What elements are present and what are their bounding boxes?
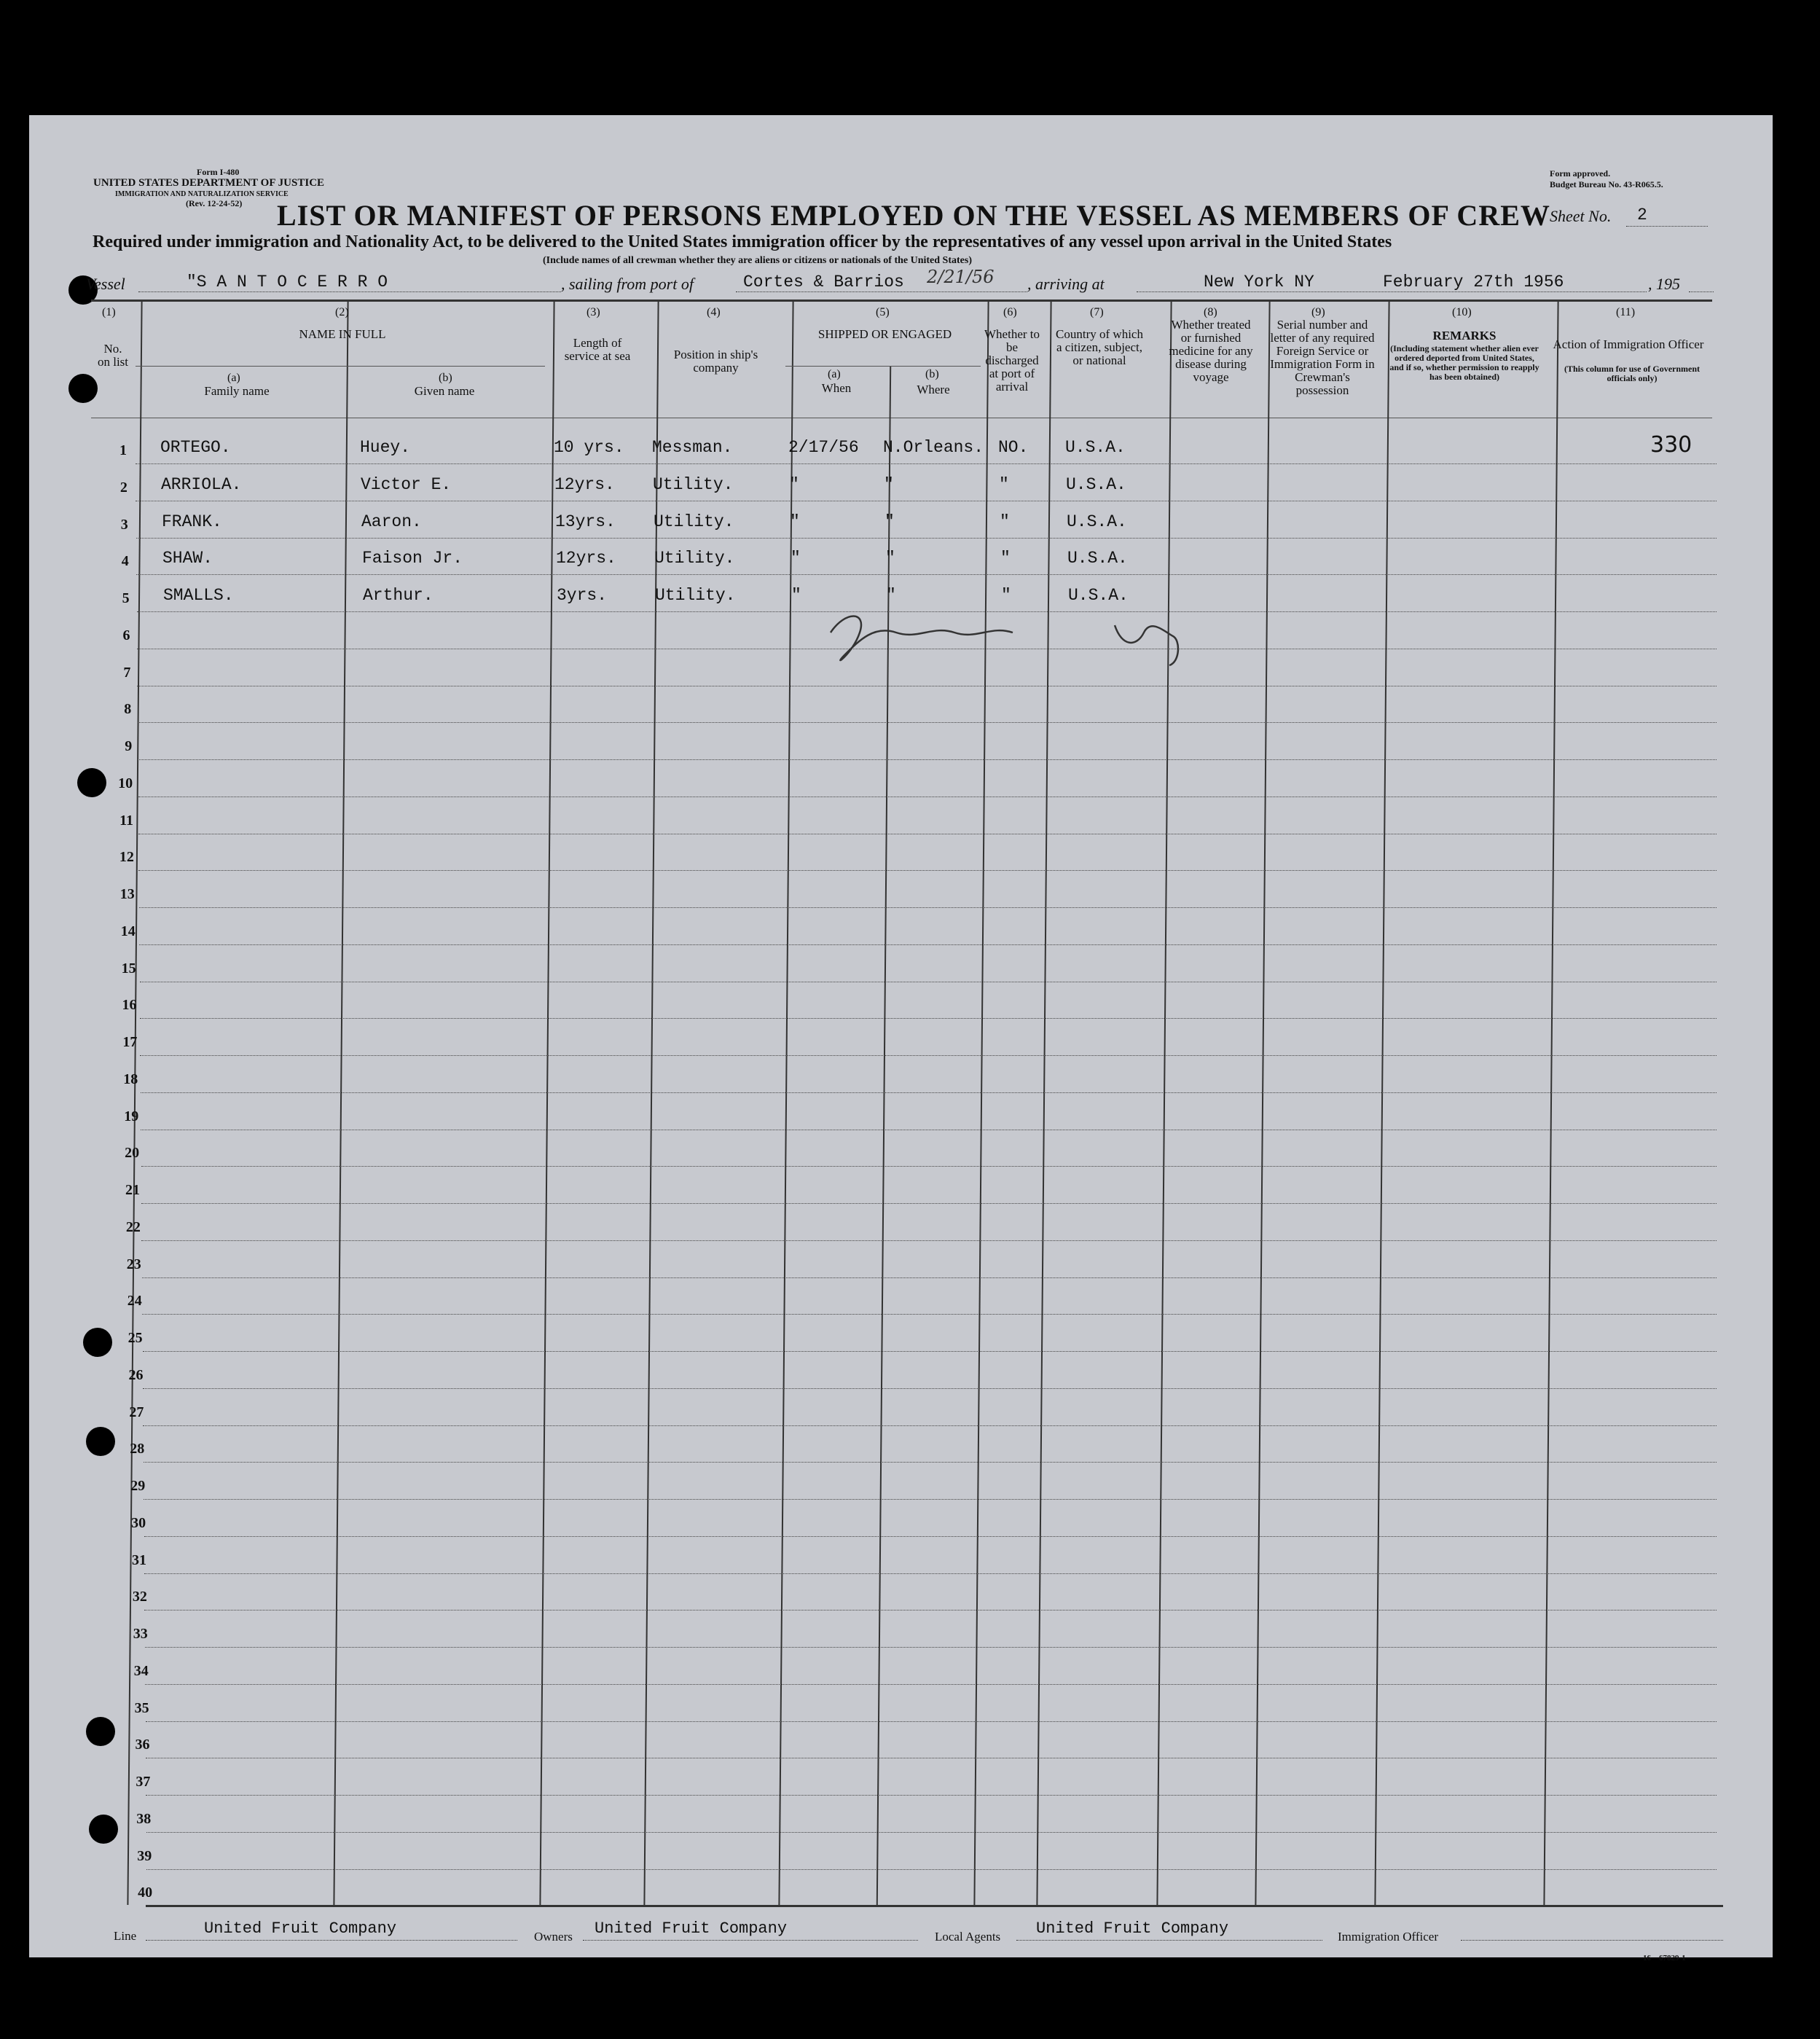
row-rule	[138, 833, 1717, 834]
row-number: 7	[123, 664, 131, 681]
cell-where: "	[884, 474, 894, 494]
row-number: 30	[131, 1514, 146, 1531]
row-rule	[146, 1721, 1717, 1722]
arriving-label: , arriving at	[1027, 275, 1105, 293]
handwritten-initials	[816, 603, 1195, 669]
name-subdivider	[136, 366, 545, 367]
agency-service: IMMIGRATION AND NATURALIZATION SERVICE	[115, 190, 289, 198]
punch-hole	[68, 374, 98, 403]
cell-where: N.Orleans.	[883, 438, 984, 457]
row-rule	[141, 1092, 1717, 1093]
row-rule	[145, 1683, 1717, 1685]
col1-number: (1)	[102, 306, 116, 318]
cell-discharge: NO.	[998, 438, 1029, 457]
row-number: 5	[122, 590, 130, 606]
col11-number: (11)	[1616, 306, 1636, 318]
row-number: 11	[119, 812, 133, 829]
row-number: 15	[121, 960, 136, 977]
cell-when: "	[789, 474, 799, 494]
row-number: 19	[124, 1108, 139, 1124]
budget-bureau: Budget Bureau No. 43-R065.5.	[1550, 179, 1663, 189]
col2a-label: Family name	[204, 384, 270, 398]
col8-number: (8)	[1204, 306, 1217, 318]
row-number: 18	[123, 1071, 138, 1087]
row-number: 27	[129, 1404, 144, 1420]
cell-position: Utility.	[654, 512, 734, 531]
agents-value: United Fruit Company	[1036, 1919, 1229, 1938]
cell-when: "	[790, 512, 800, 531]
row-rule	[136, 463, 1717, 464]
row-number: 4	[121, 553, 129, 570]
cell-given: Faison Jr.	[362, 549, 463, 568]
cell-country: U.S.A.	[1067, 549, 1128, 568]
cell-position: Utility.	[654, 549, 735, 568]
remarks-note: (Including statement whether alien ever ordered deported from United States, and if so, whether permission to reapply has been obtained)	[1389, 343, 1539, 382]
col1-label: No. on list	[97, 342, 129, 369]
row-rule	[144, 1573, 1717, 1574]
row-number: 23	[126, 1256, 141, 1272]
row-rule	[137, 685, 1717, 686]
arrival-underline	[1137, 291, 1647, 292]
row-number: 35	[134, 1699, 149, 1716]
cell-service: 10 yrs.	[554, 438, 624, 457]
col3-number: (3)	[587, 306, 600, 318]
cell-discharge: "	[1001, 586, 1011, 605]
cell-family: SMALLS.	[163, 586, 234, 605]
table-top-rule	[91, 300, 1712, 302]
cell-where: "	[884, 512, 895, 531]
col5a-number: (a)	[828, 368, 841, 380]
shipped-subdivider	[785, 366, 981, 367]
row-rule	[141, 1202, 1717, 1204]
row-number: 16	[122, 997, 137, 1014]
row-number: 25	[128, 1330, 143, 1346]
col5-label: SHIPPED OR ENGAGED	[817, 327, 952, 341]
row-number: 20	[125, 1145, 140, 1162]
cell-country: U.S.A.	[1066, 474, 1126, 494]
vessel-name: "S A N T O C E R R O	[187, 273, 388, 291]
row-number: 28	[130, 1441, 145, 1457]
row-number: 22	[125, 1218, 141, 1235]
row-number: 31	[132, 1551, 146, 1568]
col9-number: (9)	[1311, 306, 1325, 318]
col6-label: Whether to be discharged at port of arrival	[984, 327, 1040, 394]
col10-number: (10)	[1452, 306, 1472, 318]
col2a-number: (a)	[227, 372, 240, 384]
action-note: (This column for use of Government officials only)	[1564, 364, 1701, 383]
row-rule	[141, 1129, 1717, 1130]
departure-port: Cortes & Barrios	[743, 273, 904, 291]
vessel-label: Vessel	[86, 275, 125, 293]
col7-label: Country of which a citizen, subject, or national	[1056, 327, 1143, 367]
row-rule	[146, 1868, 1717, 1870]
row-rule	[136, 500, 1717, 501]
punch-hole	[86, 1717, 115, 1746]
cell-service: 12yrs.	[556, 549, 616, 568]
row-rule	[138, 721, 1717, 723]
cell-family: FRANK.	[162, 512, 222, 531]
punch-hole	[86, 1427, 115, 1456]
row-rule	[140, 981, 1717, 982]
row-number: 33	[133, 1626, 148, 1642]
row-rule	[141, 1240, 1717, 1241]
row-number: 21	[125, 1182, 140, 1198]
owners-label: Owners	[534, 1930, 573, 1944]
form-number: Form I-480	[197, 167, 240, 177]
row-number: 9	[125, 738, 133, 754]
row-number: 37	[136, 1774, 151, 1790]
line-label: Line	[114, 1929, 137, 1943]
arrival-date: February 27th 1956	[1383, 273, 1564, 291]
col5a-label: When	[821, 381, 852, 395]
agents-underline	[1016, 1940, 1322, 1941]
cell-family: ORTEGO.	[160, 438, 231, 457]
col3-label: Length of service at sea	[564, 336, 631, 363]
col6-number: (6)	[1003, 306, 1017, 318]
col5b-label: Where	[917, 383, 950, 396]
row-number: 13	[119, 886, 135, 902]
manifest-title: LIST OR MANIFEST OF PERSONS EMPLOYED ON THE VESSEL AS MEMBERS OF CREW	[277, 199, 1550, 232]
owners-underline	[583, 1940, 918, 1941]
row-number: 26	[128, 1366, 144, 1383]
row-number: 36	[135, 1737, 150, 1753]
cell-position: Utility.	[653, 474, 734, 494]
col4-label: Position in ship's company	[673, 348, 758, 375]
agents-label: Local Agents	[935, 1930, 1001, 1944]
row-rule	[138, 796, 1717, 797]
agency-name: UNITED STATES DEPARTMENT OF JUSTICE	[93, 177, 325, 189]
col9-label: Serial number and letter of any required Foreign Service or Immigration Form in Crewman's possession	[1270, 318, 1375, 397]
row-number: 2	[119, 479, 128, 496]
cell-given: Victor E.	[361, 474, 452, 494]
cell-when: 2/17/56	[788, 438, 859, 457]
handwritten-port-date: 2/21/56	[927, 267, 995, 287]
cell-discharge: "	[1000, 512, 1010, 531]
requirement-text: Required under immigration and Nationality Act, to be delivered to the United States immigration officer by the representatives of any vessel upon arrival in the United States	[93, 232, 1392, 251]
row-rule	[140, 1017, 1717, 1019]
row-rule	[142, 1277, 1717, 1278]
port-underline	[736, 291, 1027, 292]
row-number: 24	[127, 1293, 142, 1310]
row-number: 8	[124, 701, 132, 718]
form-revision: (Rev. 12-24-52)	[186, 198, 243, 208]
include-note: (Include names of all crewman whether they are aliens or citizens or nationals of the United States)	[543, 255, 972, 266]
officer-underline	[1461, 1940, 1723, 1941]
row-number: 38	[136, 1810, 152, 1827]
year-suffix: , 195	[1648, 275, 1680, 293]
row-number: 32	[132, 1589, 147, 1605]
row-rule	[139, 944, 1717, 945]
row-rule	[142, 1313, 1717, 1315]
col10-label: REMARKS	[1432, 329, 1497, 343]
sailing-label: , sailing from port of	[561, 275, 694, 293]
row-number: 17	[122, 1034, 138, 1050]
cell-given: Aaron.	[361, 512, 422, 531]
cell-when: "	[791, 586, 801, 605]
row-number: 39	[137, 1847, 152, 1864]
row-rule	[146, 1794, 1717, 1796]
row-number: 40	[138, 1885, 153, 1901]
col11-label: Action of Immigration Officer	[1553, 337, 1704, 351]
col4-number: (4)	[707, 306, 721, 318]
cell-country: U.S.A.	[1067, 512, 1127, 531]
punch-hole	[83, 1328, 112, 1357]
form-code: 16—67829-1	[1643, 1954, 1686, 1962]
form-approved: Form approved.	[1550, 168, 1611, 179]
col5b-number: (b)	[925, 368, 939, 380]
row-number: 3	[120, 516, 128, 533]
cell-family: ARRIOLA.	[161, 474, 242, 494]
row-rule	[139, 907, 1717, 908]
row-number: 14	[120, 923, 136, 939]
cell-action: 330	[1650, 432, 1692, 458]
cell-where: "	[886, 586, 896, 605]
vessel-underline	[138, 291, 561, 292]
row-number: 34	[133, 1662, 149, 1679]
row-rule	[145, 1646, 1717, 1648]
row-rule	[138, 869, 1717, 871]
cell-given: Huey.	[360, 438, 411, 457]
row-rule	[146, 1831, 1717, 1833]
cell-when: "	[791, 549, 801, 568]
row-rule	[136, 574, 1717, 575]
sheet-number: 2	[1637, 206, 1647, 224]
col2b-number: (b)	[439, 372, 452, 384]
sheet-label: Sheet No.	[1550, 207, 1612, 225]
cell-country: U.S.A.	[1068, 586, 1129, 605]
cell-family: SHAW.	[162, 549, 213, 568]
col5-number: (5)	[876, 306, 890, 318]
cell-given: Arthur.	[363, 586, 434, 605]
cell-service: 13yrs.	[555, 512, 616, 531]
cell-position: Utility.	[655, 586, 736, 605]
cell-service: 12yrs.	[554, 474, 615, 494]
col7-number: (7)	[1090, 306, 1104, 318]
col2-label: NAME IN FULL	[299, 327, 386, 341]
col8-label: Whether treated or furnished medicine for any disease during voyage	[1169, 318, 1253, 384]
row-number: 29	[130, 1478, 146, 1494]
col2-number: (2)	[335, 306, 349, 318]
cell-discharge: "	[999, 474, 1009, 494]
cell-country: U.S.A.	[1065, 438, 1126, 457]
arrival-port: New York NY	[1204, 273, 1314, 291]
row-rule	[144, 1609, 1717, 1611]
year-underline	[1689, 291, 1714, 292]
row-rule	[140, 1054, 1717, 1056]
row-rule	[144, 1461, 1717, 1463]
row-rule	[141, 1165, 1717, 1167]
row-rule	[144, 1535, 1717, 1537]
cell-where: "	[885, 549, 895, 568]
row-rule	[136, 537, 1717, 539]
officer-label: Immigration Officer	[1338, 1930, 1439, 1944]
cell-service: 3yrs.	[557, 586, 608, 605]
line-underline	[146, 1940, 517, 1941]
row-number: 10	[118, 775, 133, 791]
sheet-underline	[1626, 226, 1708, 227]
row-number: 12	[119, 849, 134, 866]
row-rule	[144, 1498, 1717, 1500]
cell-discharge: "	[1000, 549, 1011, 568]
row-rule	[138, 759, 1717, 760]
punch-hole	[89, 1815, 118, 1844]
row-number: 6	[122, 627, 130, 643]
owners-value: United Fruit Company	[595, 1919, 788, 1938]
col2b-label: Given name	[414, 384, 475, 398]
row-rule	[143, 1350, 1717, 1352]
row-number: 1	[119, 442, 127, 458]
line-value: United Fruit Company	[204, 1919, 397, 1938]
row-rule	[146, 1757, 1717, 1758]
row-rule	[143, 1425, 1717, 1426]
table-bottom-rule	[146, 1905, 1723, 1907]
cell-position: Messman.	[652, 438, 733, 457]
row-rule	[143, 1388, 1717, 1389]
